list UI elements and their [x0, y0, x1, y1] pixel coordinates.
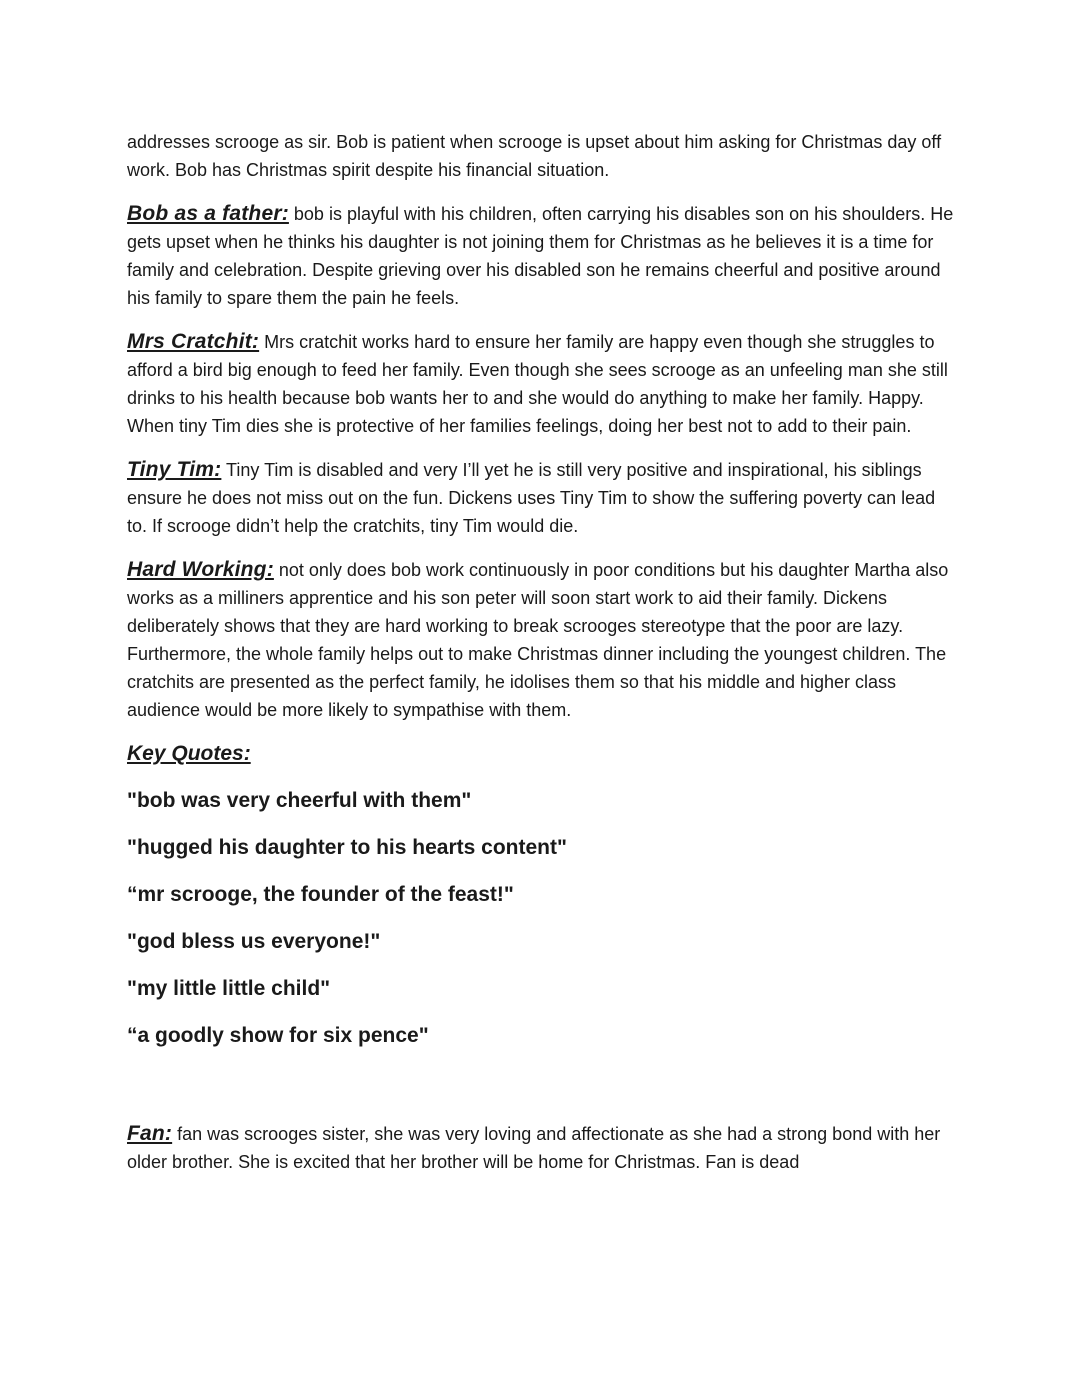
bob-as-father-text: bob is playful with his children, often carrying his disables son on his shoulders. He gets upset when he thinks his daughter is not joining them for Christmas as he believes it is a time for family and celebration. Despite grieving over his disabled son he remains cheerful and positive around his family to spare them the pain he feels.	[127, 204, 954, 308]
fan-heading: Fan:	[127, 1122, 173, 1145]
page-content	[127, 128, 957, 1176]
tiny-tim-heading: Tiny Tim:	[127, 458, 222, 481]
key-quote: “a goodly show for six pence"	[127, 1024, 429, 1047]
hard-working-heading: Hard Working:	[127, 558, 274, 581]
key-quote: "my little little child"	[127, 977, 331, 1000]
mrs-cratchit-text: Mrs cratchit works hard to ensure her family are happy even though she struggles to afford a bird big enough to feed her family. Even though she sees scrooge as an unfeeling man she still drinks to his health because bob wants her to and she would do anything to make her family. Happy. When tiny Tim dies she is protective of her families feelings, doing her best not to add to their pain.	[127, 332, 948, 436]
key-quotes-heading: Key Quotes:	[127, 742, 251, 765]
bob-as-father-paragraph	[127, 200, 957, 312]
bob-as-father-heading: Bob as a father:	[127, 202, 289, 225]
hard-working-paragraph	[127, 556, 957, 724]
key-quote: "god bless us everyone!"	[127, 930, 381, 953]
key-quotes-list	[127, 787, 957, 1050]
intro-paragraph: addresses scrooge as sir. Bob is patient when scrooge is upset about him asking for Christmas day off work. Bob has Christmas spirit despite his financial situation.	[127, 132, 942, 180]
fan-paragraph	[127, 1120, 957, 1176]
tiny-tim-text: Tiny Tim is disabled and very I’ll yet he is still very positive and inspirational, his siblings ensure he does not miss out on the fun. Dickens uses Tiny Tim to show the suffering poverty can lead to. If scrooge didn’t help the cratchits, tiny Tim would die.	[127, 460, 936, 536]
mrs-cratchit-paragraph	[127, 328, 957, 440]
tiny-tim-paragraph	[127, 456, 957, 540]
fan-text: fan was scrooges sister, she was very loving and affectionate as she had a strong bond with her older brother. She is excited that her brother will be home for Christmas. Fan is dead	[127, 1124, 941, 1172]
key-quote: "bob was very cheerful with them"	[127, 789, 472, 812]
mrs-cratchit-heading: Mrs Cratchit:	[127, 330, 260, 353]
hard-working-text: not only does bob work continuously in poor conditions but his daughter Martha also works as a milliners apprentice and his son peter will soon start work to aid their family. Dickens deliberately shows that they are hard working to break scrooges stereotype that the poor are lazy. Furthermore, the whole family helps out to make Christmas dinner including the youngest children. The cratchits are presented as the perfect family, he idolises them so that his middle and higher class audience would be more likely to sympathise with them.	[127, 560, 949, 720]
key-quote: “mr scrooge, the founder of the feast!"	[127, 883, 514, 906]
key-quote: "hugged his daughter to his hearts content"	[127, 836, 567, 859]
